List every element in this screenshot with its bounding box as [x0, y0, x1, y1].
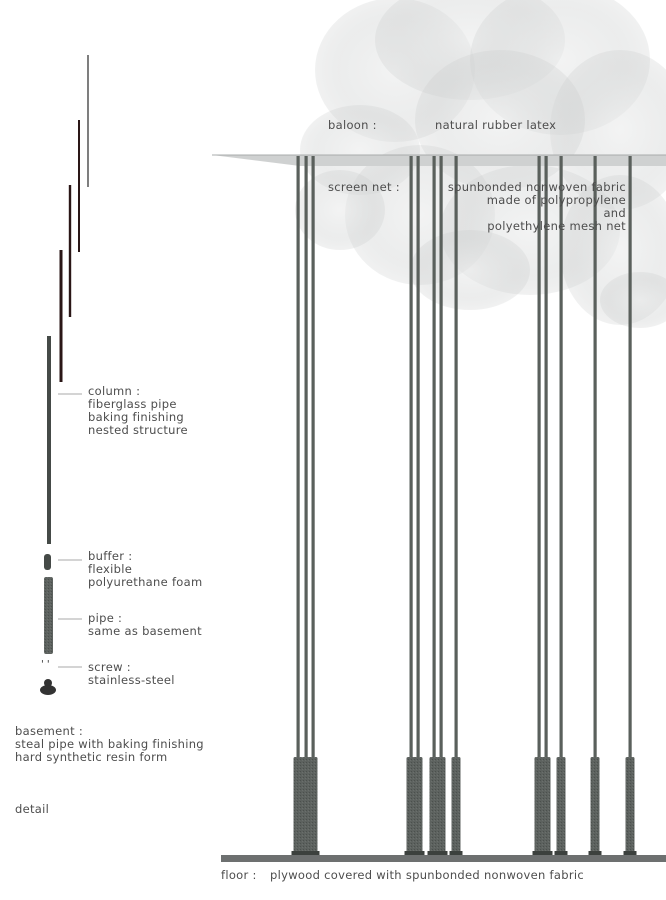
- column-base-pipe: [437, 757, 446, 853]
- detail-label: detail: [15, 802, 50, 816]
- column-base-pipe: [414, 757, 423, 853]
- floor-label-value: plywood covered with spunbonded nonwoven fabric: [270, 868, 584, 882]
- column-foot: [435, 851, 448, 855]
- basement-label: basement : steal pipe with baking finishing hard synthetic resin form: [15, 724, 204, 764]
- column-rod: [545, 156, 548, 855]
- column-rod: [455, 156, 458, 855]
- screen-net-label-key: screen net :: [328, 180, 400, 194]
- column-base-pipe: [557, 757, 566, 853]
- column-foot: [624, 851, 637, 855]
- column-rod: [538, 156, 541, 855]
- column-base-pipe: [294, 757, 303, 853]
- floor: [221, 855, 666, 862]
- column-rod: [410, 156, 413, 855]
- column-rod: [305, 156, 308, 855]
- column-foot: [589, 851, 602, 855]
- screw-part: ' ': [41, 659, 50, 670]
- basement-part: [40, 685, 56, 695]
- column-base-pipe: [591, 757, 600, 853]
- column-rod: [297, 156, 300, 855]
- screen-net-plane: [212, 155, 666, 166]
- column-base-pipe: [452, 757, 461, 853]
- column-rod: [417, 156, 420, 855]
- column-foot: [412, 851, 425, 855]
- pipe-label: pipe : same as basement: [88, 611, 202, 638]
- column: [307, 156, 320, 855]
- column: [292, 156, 305, 855]
- column-foot: [555, 851, 568, 855]
- balloon-label-key: baloon :: [328, 118, 377, 132]
- column-rod: [440, 156, 443, 855]
- buffer-label: buffer : flexible polyurethane foam: [88, 549, 203, 589]
- pipe-part: [44, 577, 53, 654]
- buffer-part: [44, 554, 51, 570]
- column-segment: [47, 336, 51, 544]
- column-base-pipe: [626, 757, 635, 853]
- column-foot: [540, 851, 553, 855]
- column-base-pipe: [309, 757, 318, 853]
- floor-label-key: floor :: [221, 868, 257, 882]
- detail-parts: [40, 55, 88, 695]
- screen-net-label-value: spunbonded nonwoven fabric made of polypropylene and polyethylene mesh net: [447, 180, 626, 233]
- column-rod: [312, 156, 315, 855]
- column-rod: [560, 156, 563, 855]
- column-label: column : fiberglass pipe baking finishing nested structure: [88, 384, 188, 437]
- leader-lines: [58, 394, 82, 667]
- screw-label: screw : stainless-steel: [88, 660, 175, 687]
- column-base-pipe: [542, 757, 551, 853]
- column-foot: [307, 851, 320, 855]
- column-foot: [450, 851, 463, 855]
- column-rod: [594, 156, 597, 855]
- column-rod: [433, 156, 436, 855]
- column-rod: [629, 156, 632, 855]
- column: [300, 156, 313, 855]
- balloon-label-value: natural rubber latex: [435, 118, 557, 132]
